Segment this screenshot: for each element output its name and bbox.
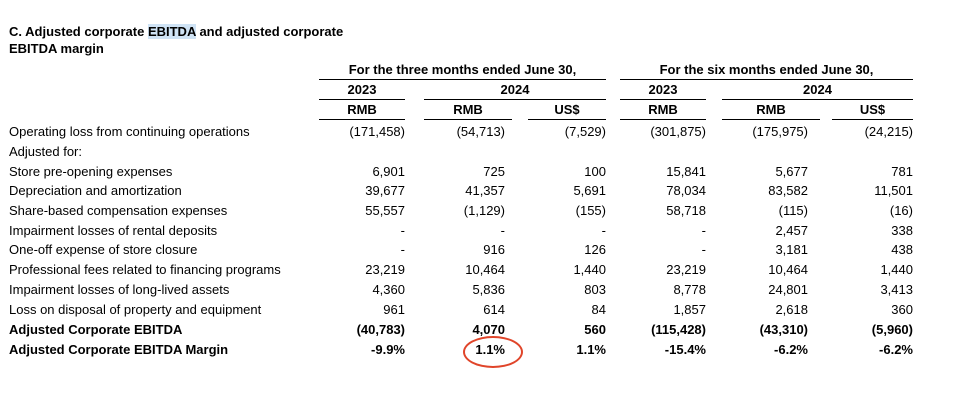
table-cell: 3,413 [880,282,913,297]
table-cell: (5,960) [871,322,913,337]
table-cell: 10,464 [465,262,505,277]
row-label: Adjusted Corporate EBITDA Margin [9,342,229,357]
year-header: 2024 [424,82,606,100]
table-cell: 78,034 [666,183,706,198]
table-cell: 5,677 [775,164,808,179]
title-line2: EBITDA margin [9,41,104,56]
currency-header: RMB [424,102,512,120]
table-cell: - [701,242,706,257]
table-row [0,300,960,320]
title-suffix: and adjusted corporate [195,24,344,39]
table-cell: 803 [584,282,606,297]
table-cell: (1,129) [463,203,505,218]
table-cell: 24,801 [768,282,808,297]
row-label: Adjusted Corporate EBITDA [9,322,183,337]
table-cell: 4,360 [372,282,405,297]
table-row [0,221,960,241]
table-cell: (175,975) [752,124,808,139]
table-cell: 2,457 [775,223,808,238]
table-cell: 15,841 [666,164,706,179]
table-cell: -6.2% [774,342,808,357]
table-cell: 1.1% [475,342,505,357]
table-cell: (155) [575,203,606,218]
title-prefix: C. Adjusted corporate [9,24,148,39]
table-cell: 560 [584,322,606,337]
table-cell: 10,464 [768,262,808,277]
row-label: Professional fees related to financing programs [9,262,281,277]
table-cell: 8,778 [673,282,706,297]
table-cell: 338 [891,223,913,238]
row-label: Loss on disposal of property and equipment [9,302,262,317]
table-row [0,280,960,300]
table-cell: 84 [591,302,606,317]
table-row [0,122,960,142]
table-cell: 438 [891,242,913,257]
table-cell: (16) [889,203,913,218]
currency-header: RMB [722,102,820,120]
table-cell: 1,857 [673,302,706,317]
table-cell: - [701,223,706,238]
table-cell: (115) [778,203,808,218]
row-label: Store pre-opening expenses [9,164,173,179]
table-cell: (7,529) [564,124,606,139]
table-row [0,201,960,221]
table-cell: (40,783) [356,322,405,337]
table-cell: 614 [483,302,505,317]
row-label: Depreciation and amortization [9,183,182,198]
table-cell: 23,219 [365,262,405,277]
period-six-months: For the six months ended June 30, [620,62,913,80]
table-row [0,181,960,201]
table-cell: (115,428) [651,322,706,337]
table-cell: - [500,223,505,238]
table-cell: 5,691 [573,183,606,198]
table-cell: 23,219 [666,262,706,277]
table-cell: 2,618 [775,302,808,317]
row-label: Impairment losses of rental deposits [9,223,218,238]
table-cell: (301,875) [650,124,706,139]
table-cell: - [400,223,405,238]
table-cell: 41,357 [465,183,505,198]
section-title [9,23,343,57]
table-cell: (24,215) [864,124,913,139]
year-header: 2023 [620,82,706,100]
table-cell: 1,440 [880,262,913,277]
table-row [0,162,960,182]
highlight-circle [463,336,523,368]
table-cell: -15.4% [664,342,706,357]
row-label: Impairment losses of long-lived assets [9,282,230,297]
currency-header: US$ [528,102,606,120]
row-label: Share-based compensation expenses [9,203,228,218]
table-row [0,240,960,260]
table-cell: (43,310) [759,322,808,337]
row-label: Adjusted for: [9,144,82,159]
table-cell: (171,458) [349,124,405,139]
table-row [0,260,960,280]
table-cell: 11,501 [874,183,913,198]
table-cell: - [601,223,606,238]
table-cell: (54,713) [456,124,505,139]
table-cell: 3,181 [775,242,808,257]
table-cell: 1,440 [573,262,606,277]
year-header: 2024 [722,82,913,100]
currency-header: RMB [620,102,706,120]
table-cell: 126 [584,242,606,257]
title-highlight: EBITDA [147,24,196,39]
table-cell: 1.1% [576,342,606,357]
currency-header: US$ [832,102,913,120]
table-cell: 725 [483,164,505,179]
table-cell: 4,070 [472,322,505,337]
table-cell: 83,582 [768,183,808,198]
year-header: 2023 [319,82,405,100]
table-cell: 781 [891,164,913,179]
table-cell: 39,677 [365,183,405,198]
table-cell: - [400,242,405,257]
table-cell: 961 [383,302,405,317]
table-cell: 916 [483,242,505,257]
table-cell: 5,836 [472,282,505,297]
table-cell: -6.2% [879,342,913,357]
row-label: Operating loss from continuing operations [9,124,250,139]
currency-header: RMB [319,102,405,120]
table-cell: 58,718 [666,203,706,218]
table-cell: -9.9% [371,342,405,357]
table-cell: 360 [891,302,913,317]
table-cell: 55,557 [365,203,405,218]
table-cell: 100 [584,164,606,179]
period-three-months: For the three months ended June 30, [319,62,606,80]
table-row [0,142,960,162]
table-cell: 6,901 [372,164,405,179]
row-label: One-off expense of store closure [9,242,198,257]
